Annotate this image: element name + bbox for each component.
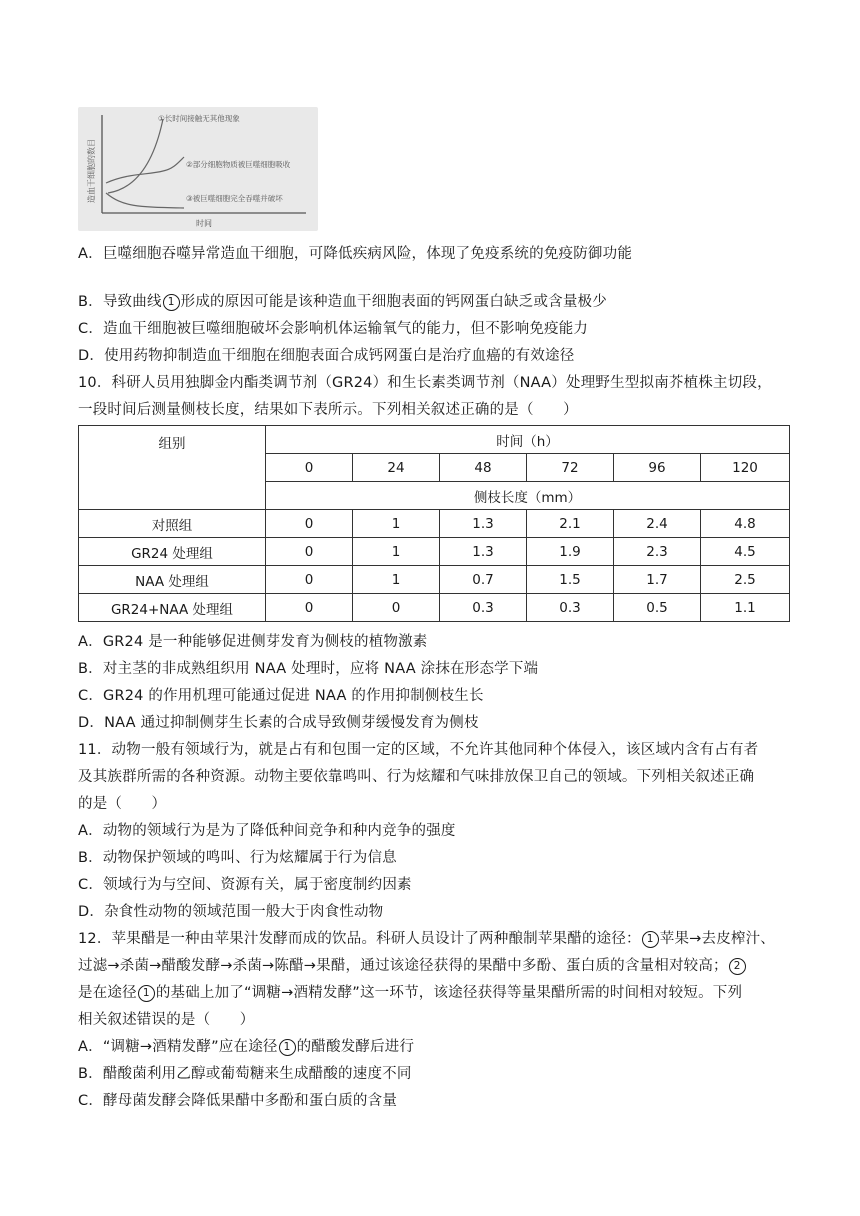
q12-option-b: B．醋酸菌利用乙醇或葡萄糖来生成醋酸的速度不同 <box>78 1066 412 1082</box>
curve-2 <box>106 157 184 183</box>
table-cell: 0.3 <box>527 594 614 622</box>
table-cell: 4.8 <box>701 510 790 538</box>
table-cell: 1.1 <box>701 594 790 622</box>
table-cell: 0 <box>266 566 353 594</box>
table-cell: 1 <box>353 566 440 594</box>
q12-l1-b: 苹果→去皮榨汁、 <box>659 931 775 947</box>
q11-stem-line-3: 的是（ ） <box>78 796 167 812</box>
circled-number: 1 <box>138 985 155 1002</box>
table-row <box>79 426 790 454</box>
q9-option-c: C．造血干细胞被巨噬细胞破坏会影响机体运输氧气的能力，但不影响免疫能力 <box>78 321 589 337</box>
curve-chart <box>78 107 318 231</box>
q12-option-c: C．酵母菌发酵会降低果醋中多酚和蛋白质的含量 <box>78 1093 398 1109</box>
table-cell: 4.5 <box>701 538 790 566</box>
table-cell: 0.3 <box>440 594 527 622</box>
q12-l1-a: 12．苹果醋是一种由苹果汁发酵而成的饮品。科研人员设计了两种酿制苹果醋的途径： <box>78 931 641 947</box>
y-axis-label: 造血干细胞的数目 <box>87 139 96 203</box>
q12-option-a-post: 的醋酸发酵后进行 <box>296 1039 415 1055</box>
q12-stem-line-2 <box>78 956 747 976</box>
q12-l3-b: 的基础上加了“调糖→酒精发酵”这一环节，该途径获得等量果醋所需的时间相对较短。下列 <box>155 985 743 1001</box>
q11-stem-line-1: 11．动物一般有领域行为，就是占有和包围一定的区域，不允许其他同种个体侵入，该区域内含有占有者 <box>78 742 759 758</box>
q11-option-d: D．杂食性动物的领域范围一般大于肉食性动物 <box>78 904 384 920</box>
q12-option-a-pre: A．“调糖→酒精发酵”应在途径 <box>78 1039 278 1055</box>
x-axis-label: 时间 <box>196 219 212 228</box>
q10-option-b: B．对主茎的非成熟组织用 NAA 处理时，应将 NAA 涂抹在形态学下端 <box>78 661 539 677</box>
curve-3-label: ③被巨噬细胞完全吞噬并破坏 <box>186 194 283 203</box>
time-header: 时间（h） <box>266 426 790 454</box>
table-row <box>79 594 790 622</box>
time-cell: 96 <box>614 454 701 482</box>
row-label: GR24 处理组 <box>79 538 266 566</box>
table-cell: 0 <box>353 594 440 622</box>
q12-option-a <box>78 1037 414 1057</box>
table-row <box>79 538 790 566</box>
time-cell: 24 <box>353 454 440 482</box>
q10-option-d: D．NAA 通过抑制侧芽生长素的合成导致侧芽缓慢发育为侧枝 <box>78 715 479 731</box>
curve-figure <box>78 107 318 231</box>
q12-stem-line-1 <box>78 929 775 949</box>
q9-option-b-post: 形成的原因可能是该种造血干细胞表面的钙网蛋白缺乏或含量极少 <box>180 294 607 310</box>
q9-option-b <box>78 292 607 312</box>
time-cell: 0 <box>266 454 353 482</box>
q11-option-a: A．动物的领域行为是为了降低种间竞争和种内竞争的强度 <box>78 823 456 839</box>
table-cell: 1.3 <box>440 510 527 538</box>
circled-number: 2 <box>729 958 746 975</box>
table-cell: 1.7 <box>614 566 701 594</box>
table-cell: 1 <box>353 510 440 538</box>
table-row <box>79 510 790 538</box>
q11-stem-line-2: 及其族群所需的各种资源。动物主要依靠鸣叫、行为炫耀和气味排放保卫自己的领域。下列相关叙述正确 <box>78 769 755 785</box>
row-label: GR24+NAA 处理组 <box>79 594 266 622</box>
curve-1-label: ①长时间接触无其他现象 <box>158 114 240 123</box>
circled-number: 1 <box>642 931 659 948</box>
row-label: 对照组 <box>79 510 266 538</box>
q9-option-b-pre: B．导致曲线 <box>78 294 162 310</box>
curve-3 <box>106 193 184 208</box>
q9-option-a: A．巨噬细胞吞噬异常造血干细胞，可降低疾病风险，体现了免疫系统的免疫防御功能 <box>78 246 633 262</box>
table-cell: 1 <box>353 538 440 566</box>
table-cell: 2.5 <box>701 566 790 594</box>
table-cell: 2.1 <box>527 510 614 538</box>
table-cell: 0 <box>266 538 353 566</box>
length-header: 侧枝长度（mm） <box>266 482 790 510</box>
q11-option-c: C．领域行为与空间、资源有关，属于密度制约因素 <box>78 877 412 893</box>
group-header: 组别 <box>79 426 266 510</box>
table-cell: 1.3 <box>440 538 527 566</box>
curve-2-label: ②部分细胞物质被巨噬细胞吸收 <box>186 160 291 169</box>
q12-l2-a: 过滤→杀菌→醋酸发酵→杀菌→陈醋→果醋，通过该途径获得的果醋中多酚、蛋白质的含量相对较高； <box>78 958 728 974</box>
curve-1 <box>108 119 163 193</box>
table-cell: 1.9 <box>527 538 614 566</box>
table-cell: 0.7 <box>440 566 527 594</box>
time-cell: 48 <box>440 454 527 482</box>
q10-stem-line-1: 10．科研人员用独脚金内酯类调节剂（GR24）和生长素类调节剂（NAA）处理野生型拟南芥植株主切段， <box>78 375 772 391</box>
table-cell: 1.5 <box>527 566 614 594</box>
table-cell: 0.5 <box>614 594 701 622</box>
table-cell: 0 <box>266 510 353 538</box>
q12-stem-line-3 <box>78 983 742 1003</box>
table-cell: 2.3 <box>614 538 701 566</box>
table-cell: 0 <box>266 594 353 622</box>
q10-option-c: C．GR24 的作用机理可能通过促进 NAA 的作用抑制侧枝生长 <box>78 688 484 704</box>
q12-stem-line-4: 相关叙述错误的是（ ） <box>78 1012 255 1028</box>
time-cell: 120 <box>701 454 790 482</box>
time-cell: 72 <box>527 454 614 482</box>
row-label: NAA 处理组 <box>79 566 266 594</box>
side-branch-table <box>78 425 790 622</box>
q12-l3-a: 是在途径 <box>78 985 137 1001</box>
q10-stem-line-2: 一段时间后测量侧枝长度，结果如下表所示。下列相关叙述正确的是（ ） <box>78 402 578 418</box>
circled-number: 1 <box>163 294 180 311</box>
q11-option-b: B．动物保护领域的鸣叫、行为炫耀属于行为信息 <box>78 850 397 866</box>
q9-option-d: D．使用药物抑制造血干细胞在细胞表面合成钙网蛋白是治疗血癌的有效途径 <box>78 348 575 364</box>
table-cell: 2.4 <box>614 510 701 538</box>
circled-number: 1 <box>279 1039 296 1056</box>
q10-option-a: A．GR24 是一种能够促进侧芽发育为侧枝的植物激素 <box>78 634 428 650</box>
table-row <box>79 566 790 594</box>
